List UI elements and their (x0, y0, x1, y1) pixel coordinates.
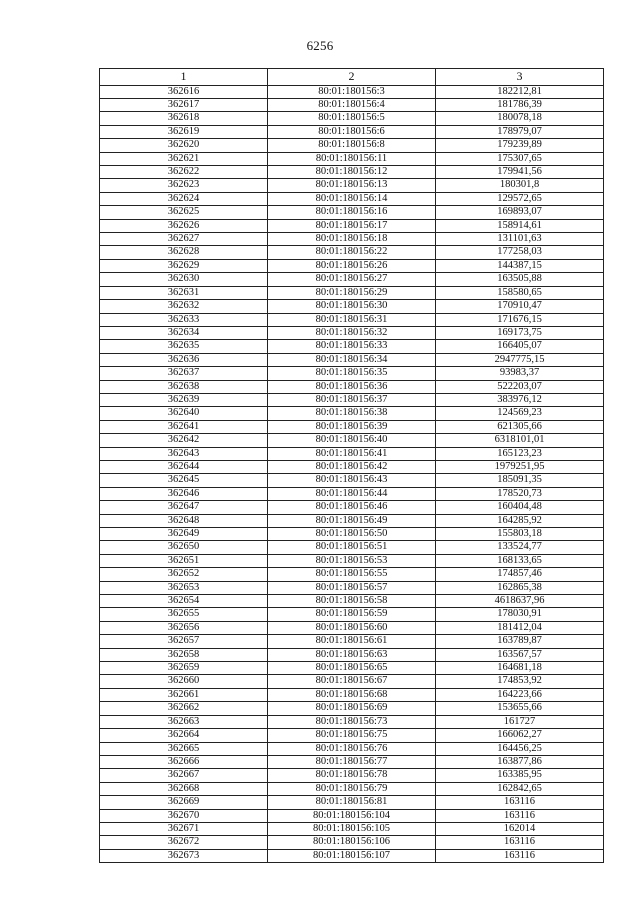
cadastral-number-cell: 80:01:180156:105 (268, 822, 436, 835)
cadastral-number-cell: 80:01:180156:107 (268, 849, 436, 862)
cadastral-number-cell: 80:01:180156:106 (268, 836, 436, 849)
table-row (100, 112, 604, 125)
row-number-cell: 362621 (100, 152, 268, 165)
table-row (100, 152, 604, 165)
cadastral-number-cell: 80:01:180156:39 (268, 420, 436, 433)
cadastral-number-cell: 80:01:180156:55 (268, 568, 436, 581)
row-number-cell: 362631 (100, 286, 268, 299)
value-cell: 179239,89 (436, 139, 604, 152)
table-row (100, 822, 604, 835)
row-number-cell: 362661 (100, 688, 268, 701)
table-row (100, 326, 604, 339)
value-cell: 181786,39 (436, 99, 604, 112)
value-cell: 163877,86 (436, 755, 604, 768)
table-row (100, 125, 604, 138)
row-number-cell: 362634 (100, 326, 268, 339)
cadastral-number-cell: 80:01:180156:8 (268, 139, 436, 152)
value-cell: 163116 (436, 809, 604, 822)
table-row (100, 233, 604, 246)
cadastral-number-cell: 80:01:180156:27 (268, 273, 436, 286)
value-cell: 164285,92 (436, 514, 604, 527)
row-number-cell: 362657 (100, 635, 268, 648)
row-number-cell: 362665 (100, 742, 268, 755)
table-row (100, 729, 604, 742)
cadastral-number-cell: 80:01:180156:17 (268, 219, 436, 232)
row-number-cell: 362638 (100, 380, 268, 393)
table-row (100, 662, 604, 675)
row-number-cell: 362653 (100, 581, 268, 594)
cadastral-number-cell: 80:01:180156:51 (268, 541, 436, 554)
row-number-cell: 362672 (100, 836, 268, 849)
value-cell: 178979,07 (436, 125, 604, 138)
value-cell: 144387,15 (436, 259, 604, 272)
value-cell: 180078,18 (436, 112, 604, 125)
table-row (100, 621, 604, 634)
cadastral-number-cell: 80:01:180156:50 (268, 528, 436, 541)
cadastral-number-cell: 80:01:180156:5 (268, 112, 436, 125)
table-row (100, 166, 604, 179)
table-row (100, 782, 604, 795)
value-cell: 124569,23 (436, 407, 604, 420)
value-cell: 162842,65 (436, 782, 604, 795)
value-cell: 169173,75 (436, 326, 604, 339)
cadastral-number-cell: 80:01:180156:67 (268, 675, 436, 688)
cadastral-number-cell: 80:01:180156:38 (268, 407, 436, 420)
cadastral-number-cell: 80:01:180156:32 (268, 326, 436, 339)
cadastral-number-cell: 80:01:180156:40 (268, 434, 436, 447)
row-number-cell: 362651 (100, 554, 268, 567)
row-number-cell: 362645 (100, 474, 268, 487)
cadastral-number-cell: 80:01:180156:22 (268, 246, 436, 259)
table-row (100, 568, 604, 581)
value-cell: 153655,66 (436, 702, 604, 715)
table-row (100, 286, 604, 299)
cadastral-number-cell: 80:01:180156:26 (268, 259, 436, 272)
cadastral-number-cell: 80:01:180156:46 (268, 501, 436, 514)
row-number-cell: 362671 (100, 822, 268, 835)
value-cell: 163505,88 (436, 273, 604, 286)
row-number-cell: 362649 (100, 528, 268, 541)
value-cell: 164681,18 (436, 662, 604, 675)
cadastral-number-cell: 80:01:180156:16 (268, 206, 436, 219)
column-header-2: 2 (268, 69, 436, 86)
value-cell: 174857,46 (436, 568, 604, 581)
value-cell: 166405,07 (436, 340, 604, 353)
value-cell: 185091,35 (436, 474, 604, 487)
cadastral-number-cell: 80:01:180156:12 (268, 166, 436, 179)
value-cell: 179941,56 (436, 166, 604, 179)
table-row (100, 313, 604, 326)
cadastral-number-cell: 80:01:180156:33 (268, 340, 436, 353)
table-row (100, 192, 604, 205)
row-number-cell: 362670 (100, 809, 268, 822)
row-number-cell: 362632 (100, 300, 268, 313)
table-row (100, 487, 604, 500)
row-number-cell: 362636 (100, 353, 268, 366)
table-row (100, 675, 604, 688)
value-cell: 2947775,15 (436, 353, 604, 366)
value-cell: 163116 (436, 836, 604, 849)
row-number-cell: 362628 (100, 246, 268, 259)
row-number-cell: 362662 (100, 702, 268, 715)
cadastral-number-cell: 80:01:180156:14 (268, 192, 436, 205)
row-number-cell: 362652 (100, 568, 268, 581)
value-cell: 163789,87 (436, 635, 604, 648)
value-cell: 158580,65 (436, 286, 604, 299)
value-cell: 163567,57 (436, 648, 604, 661)
table-row (100, 742, 604, 755)
row-number-cell: 362618 (100, 112, 268, 125)
cadastral-number-cell: 80:01:180156:63 (268, 648, 436, 661)
table-row (100, 836, 604, 849)
value-cell: 129572,65 (436, 192, 604, 205)
cadastral-number-cell: 80:01:180156:37 (268, 393, 436, 406)
value-cell: 175307,65 (436, 152, 604, 165)
value-cell: 182212,81 (436, 85, 604, 98)
row-number-cell: 362643 (100, 447, 268, 460)
cadastral-number-cell: 80:01:180156:68 (268, 688, 436, 701)
row-number-cell: 362641 (100, 420, 268, 433)
value-cell: 169893,07 (436, 206, 604, 219)
cadastral-number-cell: 80:01:180156:29 (268, 286, 436, 299)
value-cell: 181412,04 (436, 621, 604, 634)
value-cell: 177258,03 (436, 246, 604, 259)
cadastral-number-cell: 80:01:180156:34 (268, 353, 436, 366)
cadastral-number-cell: 80:01:180156:13 (268, 179, 436, 192)
table-row (100, 541, 604, 554)
row-number-cell: 362655 (100, 608, 268, 621)
row-number-cell: 362626 (100, 219, 268, 232)
row-number-cell: 362673 (100, 849, 268, 862)
table-row (100, 809, 604, 822)
cadastral-number-cell: 80:01:180156:41 (268, 447, 436, 460)
row-number-cell: 362620 (100, 139, 268, 152)
cadastral-number-cell: 80:01:180156:42 (268, 460, 436, 473)
row-number-cell: 362630 (100, 273, 268, 286)
table-row (100, 434, 604, 447)
row-number-cell: 362668 (100, 782, 268, 795)
table-row (100, 849, 604, 862)
value-cell: 162014 (436, 822, 604, 835)
cadastral-number-cell: 80:01:180156:31 (268, 313, 436, 326)
table-row (100, 635, 604, 648)
table-row (100, 219, 604, 232)
table-row (100, 407, 604, 420)
table-row (100, 447, 604, 460)
value-cell: 6318101,01 (436, 434, 604, 447)
value-cell: 168133,65 (436, 554, 604, 567)
table-row (100, 755, 604, 768)
row-number-cell: 362625 (100, 206, 268, 219)
value-cell: 522203,07 (436, 380, 604, 393)
table-row (100, 595, 604, 608)
cadastral-number-cell: 80:01:180156:3 (268, 85, 436, 98)
cadastral-number-cell: 80:01:180156:6 (268, 125, 436, 138)
row-number-cell: 362664 (100, 729, 268, 742)
value-cell: 164456,25 (436, 742, 604, 755)
table-row (100, 367, 604, 380)
row-number-cell: 362656 (100, 621, 268, 634)
cadastral-number-cell: 80:01:180156:73 (268, 715, 436, 728)
value-cell: 171676,15 (436, 313, 604, 326)
row-number-cell: 362654 (100, 595, 268, 608)
table-row (100, 85, 604, 98)
cadastral-number-cell: 80:01:180156:59 (268, 608, 436, 621)
cadastral-number-cell: 80:01:180156:79 (268, 782, 436, 795)
value-cell: 383976,12 (436, 393, 604, 406)
value-cell: 166062,27 (436, 729, 604, 742)
row-number-cell: 362635 (100, 340, 268, 353)
table-row (100, 206, 604, 219)
row-number-cell: 362669 (100, 796, 268, 809)
cadastral-number-cell: 80:01:180156:77 (268, 755, 436, 768)
cadastral-number-cell: 80:01:180156:43 (268, 474, 436, 487)
row-number-cell: 362633 (100, 313, 268, 326)
table-row (100, 99, 604, 112)
column-header-3: 3 (436, 69, 604, 86)
value-cell: 162865,38 (436, 581, 604, 594)
cadastral-number-cell: 80:01:180156:18 (268, 233, 436, 246)
table-row (100, 353, 604, 366)
table-row (100, 179, 604, 192)
table-row (100, 259, 604, 272)
row-number-cell: 362629 (100, 259, 268, 272)
row-number-cell: 362622 (100, 166, 268, 179)
row-number-cell: 362666 (100, 755, 268, 768)
cadastral-number-cell: 80:01:180156:81 (268, 796, 436, 809)
cadastral-number-cell: 80:01:180156:49 (268, 514, 436, 527)
table-row (100, 796, 604, 809)
table-row (100, 300, 604, 313)
table-row (100, 581, 604, 594)
row-number-cell: 362648 (100, 514, 268, 527)
table-row (100, 702, 604, 715)
value-cell: 163385,95 (436, 769, 604, 782)
cadastral-number-cell: 80:01:180156:36 (268, 380, 436, 393)
table-row (100, 688, 604, 701)
table-row (100, 460, 604, 473)
row-number-cell: 362627 (100, 233, 268, 246)
table-row (100, 246, 604, 259)
value-cell: 133524,77 (436, 541, 604, 554)
table-row (100, 273, 604, 286)
row-number-cell: 362623 (100, 179, 268, 192)
row-number-cell: 362639 (100, 393, 268, 406)
table-row (100, 715, 604, 728)
table-row (100, 648, 604, 661)
table-row (100, 769, 604, 782)
table-row (100, 420, 604, 433)
value-cell: 164223,66 (436, 688, 604, 701)
value-cell: 621305,66 (436, 420, 604, 433)
cadastral-number-cell: 80:01:180156:60 (268, 621, 436, 634)
cadastral-number-cell: 80:01:180156:78 (268, 769, 436, 782)
row-number-cell: 362658 (100, 648, 268, 661)
row-number-cell: 362640 (100, 407, 268, 420)
value-cell: 163116 (436, 796, 604, 809)
cadastral-number-cell: 80:01:180156:11 (268, 152, 436, 165)
table-row (100, 380, 604, 393)
cadastral-number-cell: 80:01:180156:4 (268, 99, 436, 112)
table-row (100, 393, 604, 406)
value-cell: 163116 (436, 849, 604, 862)
data-table (99, 68, 604, 863)
table-row (100, 340, 604, 353)
cadastral-number-cell: 80:01:180156:30 (268, 300, 436, 313)
value-cell: 178520,73 (436, 487, 604, 500)
row-number-cell: 362619 (100, 125, 268, 138)
table-row (100, 139, 604, 152)
header-row (100, 69, 604, 86)
value-cell: 180301,8 (436, 179, 604, 192)
cadastral-number-cell: 80:01:180156:35 (268, 367, 436, 380)
table-row (100, 608, 604, 621)
row-number-cell: 362663 (100, 715, 268, 728)
column-header-1: 1 (100, 69, 268, 86)
table-row (100, 514, 604, 527)
value-cell: 4618637,96 (436, 595, 604, 608)
cadastral-number-cell: 80:01:180156:53 (268, 554, 436, 567)
row-number-cell: 362646 (100, 487, 268, 500)
value-cell: 1979251,95 (436, 460, 604, 473)
value-cell: 174853,92 (436, 675, 604, 688)
cadastral-number-cell: 80:01:180156:61 (268, 635, 436, 648)
table-row (100, 528, 604, 541)
cadastral-number-cell: 80:01:180156:44 (268, 487, 436, 500)
row-number-cell: 362659 (100, 662, 268, 675)
value-cell: 93983,37 (436, 367, 604, 380)
row-number-cell: 362667 (100, 769, 268, 782)
row-number-cell: 362644 (100, 460, 268, 473)
row-number-cell: 362617 (100, 99, 268, 112)
value-cell: 131101,63 (436, 233, 604, 246)
cadastral-number-cell: 80:01:180156:104 (268, 809, 436, 822)
value-cell: 158914,61 (436, 219, 604, 232)
cadastral-number-cell: 80:01:180156:65 (268, 662, 436, 675)
row-number-cell: 362650 (100, 541, 268, 554)
row-number-cell: 362647 (100, 501, 268, 514)
value-cell: 155803,18 (436, 528, 604, 541)
value-cell: 161727 (436, 715, 604, 728)
row-number-cell: 362642 (100, 434, 268, 447)
table-row (100, 501, 604, 514)
row-number-cell: 362637 (100, 367, 268, 380)
cadastral-number-cell: 80:01:180156:69 (268, 702, 436, 715)
table-row (100, 474, 604, 487)
value-cell: 165123,23 (436, 447, 604, 460)
cadastral-number-cell: 80:01:180156:75 (268, 729, 436, 742)
table-row (100, 554, 604, 567)
value-cell: 178030,91 (436, 608, 604, 621)
cadastral-number-cell: 80:01:180156:58 (268, 595, 436, 608)
cadastral-number-cell: 80:01:180156:76 (268, 742, 436, 755)
cadastral-number-cell: 80:01:180156:57 (268, 581, 436, 594)
value-cell: 170910,47 (436, 300, 604, 313)
row-number-cell: 362660 (100, 675, 268, 688)
value-cell: 160404,48 (436, 501, 604, 514)
row-number-cell: 362616 (100, 85, 268, 98)
page-number: 6256 (306, 38, 334, 53)
row-number-cell: 362624 (100, 192, 268, 205)
table-body (100, 85, 604, 863)
